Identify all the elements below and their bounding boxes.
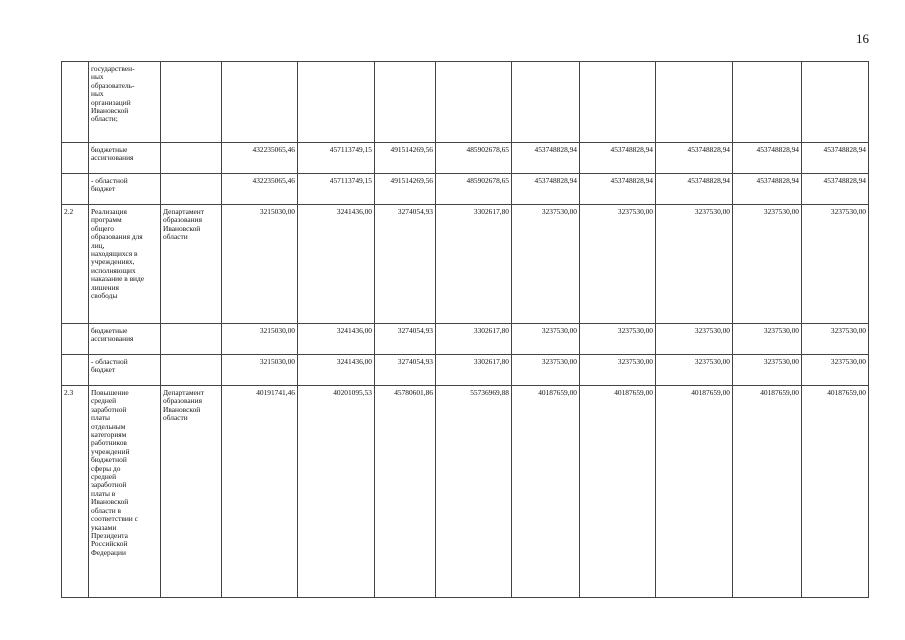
row-name-cell: Повышение средней заработной платы отдельным категориям работников учреждений бюджетной сферы до средней заработной платы в Ивановской области в соответствии с указами Президента Российской Федерации <box>89 386 161 598</box>
value-cell: 3215030,00 <box>222 205 298 324</box>
value-cell: 485902678,65 <box>436 174 512 205</box>
value-cell: 3302617,80 <box>436 205 512 324</box>
row-number-cell <box>62 62 89 143</box>
value-cell: 491514269,56 <box>375 174 436 205</box>
row-number-cell <box>62 324 89 355</box>
value-cell <box>580 62 656 143</box>
value-cell <box>733 62 802 143</box>
value-cell: 3237530,00 <box>656 205 733 324</box>
value-cell: 3274054,93 <box>375 324 436 355</box>
row-name-cell: - областной бюджет <box>89 174 161 205</box>
table-row <box>62 386 869 598</box>
value-cell: 3237530,00 <box>580 205 656 324</box>
value-cell: 491514269,56 <box>375 143 436 174</box>
value-cell: 3241436,00 <box>298 324 375 355</box>
value-cell: 3302617,80 <box>436 324 512 355</box>
value-cell <box>656 62 733 143</box>
row-name-cell: Реализация программ общего образования для лиц, находящихся в учреждениях, исполняющих наказание в виде лишения свободы <box>89 205 161 324</box>
row-number-cell: 2.3 <box>62 386 89 598</box>
value-cell: 3237530,00 <box>733 324 802 355</box>
value-cell: 453748828,94 <box>733 143 802 174</box>
value-cell: 40187659,00 <box>580 386 656 598</box>
value-cell: 453748828,94 <box>656 174 733 205</box>
value-cell <box>298 62 375 143</box>
row-name-cell: - областной бюджет <box>89 355 161 386</box>
table-row <box>62 174 869 205</box>
value-cell: 45780601,86 <box>375 386 436 598</box>
value-cell: 432235065,46 <box>222 174 298 205</box>
row-name-cell: бюджетные ассигнования <box>89 143 161 174</box>
value-cell: 453748828,94 <box>802 143 869 174</box>
value-cell: 453748828,94 <box>656 143 733 174</box>
row-executor-cell <box>161 174 222 205</box>
value-cell: 453748828,94 <box>512 143 580 174</box>
row-executor-cell <box>161 143 222 174</box>
value-cell: 40201095,53 <box>298 386 375 598</box>
value-cell: 3237530,00 <box>802 324 869 355</box>
table-row <box>62 355 869 386</box>
value-cell: 3215030,00 <box>222 355 298 386</box>
value-cell: 453748828,94 <box>512 174 580 205</box>
page-number: 16 <box>856 31 869 46</box>
value-cell: 40187659,00 <box>512 386 580 598</box>
value-cell <box>802 62 869 143</box>
value-cell: 3237530,00 <box>656 355 733 386</box>
value-cell: 457113749,15 <box>298 143 375 174</box>
table-row <box>62 62 869 143</box>
value-cell: 453748828,94 <box>580 174 656 205</box>
value-cell: 3237530,00 <box>580 324 656 355</box>
value-cell: 3241436,00 <box>298 355 375 386</box>
value-cell: 3302617,80 <box>436 355 512 386</box>
table-row <box>62 324 869 355</box>
value-cell: 453748828,94 <box>733 174 802 205</box>
value-cell: 3237530,00 <box>802 205 869 324</box>
value-cell: 40187659,00 <box>802 386 869 598</box>
value-cell: 453748828,94 <box>580 143 656 174</box>
value-cell: 3237530,00 <box>512 324 580 355</box>
table-row <box>62 143 869 174</box>
value-cell <box>375 62 436 143</box>
value-cell: 3237530,00 <box>580 355 656 386</box>
value-cell: 432235065,46 <box>222 143 298 174</box>
value-cell: 3237530,00 <box>733 205 802 324</box>
value-cell: 40187659,00 <box>733 386 802 598</box>
value-cell: 3241436,00 <box>298 205 375 324</box>
value-cell <box>512 62 580 143</box>
row-number-cell <box>62 174 89 205</box>
row-executor-cell <box>161 355 222 386</box>
value-cell <box>436 62 512 143</box>
value-cell: 457113749,15 <box>298 174 375 205</box>
row-number-cell: 2.2 <box>62 205 89 324</box>
value-cell: 40187659,00 <box>656 386 733 598</box>
value-cell: 3237530,00 <box>512 205 580 324</box>
value-cell: 3237530,00 <box>512 355 580 386</box>
value-cell: 3274054,93 <box>375 205 436 324</box>
budget-table <box>61 61 869 598</box>
value-cell: 3237530,00 <box>733 355 802 386</box>
value-cell: 3215030,00 <box>222 324 298 355</box>
value-cell: 55736969,88 <box>436 386 512 598</box>
value-cell: 3274054,93 <box>375 355 436 386</box>
row-name-cell: государствен- ных образователь- ных организаций Ивановской области; <box>89 62 161 143</box>
row-name-cell: бюджетные ассигнования <box>89 324 161 355</box>
row-number-cell <box>62 143 89 174</box>
value-cell: 3237530,00 <box>802 355 869 386</box>
value-cell <box>222 62 298 143</box>
row-executor-cell: Департамент образования Ивановской области <box>161 386 222 598</box>
row-number-cell <box>62 355 89 386</box>
value-cell: 3237530,00 <box>656 324 733 355</box>
row-executor-cell <box>161 62 222 143</box>
budget-table-body <box>62 62 869 598</box>
value-cell: 485902678,65 <box>436 143 512 174</box>
value-cell: 453748828,94 <box>802 174 869 205</box>
value-cell: 40191741,46 <box>222 386 298 598</box>
row-executor-cell <box>161 324 222 355</box>
row-executor-cell: Департамент образования Ивановской области <box>161 205 222 324</box>
table-row <box>62 205 869 324</box>
